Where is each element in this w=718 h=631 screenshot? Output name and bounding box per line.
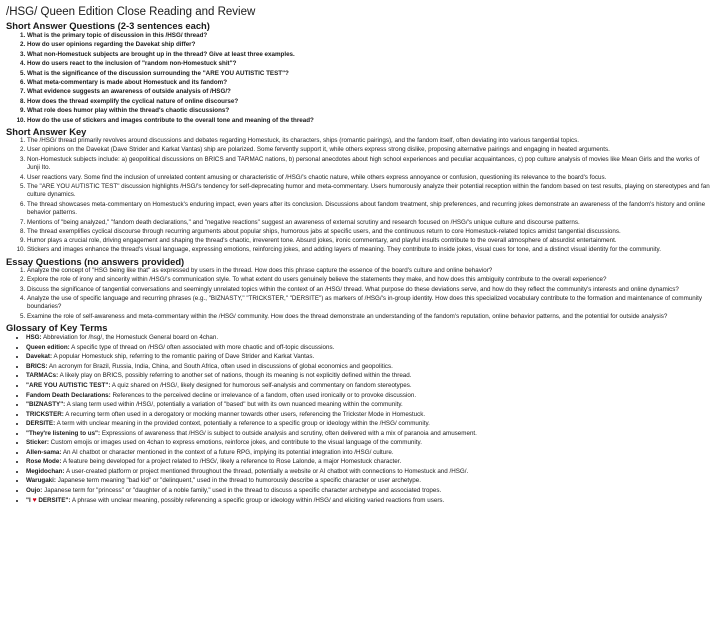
essay-heading: Essay Questions (no answers provided) bbox=[6, 255, 185, 267]
glossary-definition: An acronym for Brazil, Russia, India, China, and South Africa, often used in discussions of global economics and geopolitics. bbox=[47, 362, 393, 370]
glossary-item bbox=[26, 352, 710, 362]
glossary-term: HSG: bbox=[26, 334, 42, 342]
glossary-item bbox=[26, 343, 710, 353]
answer-item: 8. The thread exemplifies cyclical discourse through recurring arguments about popular ships, humorous jabs at specific users, and the continuous return to core Homestuck-related topics amidst tangential discussions. bbox=[27, 228, 710, 237]
glossary-item bbox=[26, 419, 710, 429]
glossary-item bbox=[26, 410, 710, 420]
answer-item: 4. User reactions vary. Some find the inclusion of unrelated content amusing or characteristic of /HSG/'s chaotic nature, while others express annoyance or confusion, questioning its relevance to the board's focus. bbox=[27, 174, 710, 183]
essay-item: 2. Explore the role of irony and sincerity within /HSG/'s communication style. To what extent do users genuinely believe the statements they make, and how does this ambiguity contribute to the overall experience? bbox=[27, 276, 710, 285]
glossary-term: "ARE YOU AUTISTIC TEST": bbox=[26, 382, 111, 390]
answer-item: 9. Humor plays a crucial role, driving engagement and shaping the thread's chaotic, irreverent tone. Absurd jokes, ironic commentary, and playful insults contribute to the overall atmosphere of absurdist entertainment. bbox=[27, 237, 710, 246]
glossary-item bbox=[26, 362, 710, 372]
glossary-definition: A popular Homestuck ship, referring to the romantic pairing of Dave Strider and Karkat Vantas. bbox=[52, 353, 315, 361]
short-questions-list bbox=[6, 31, 710, 125]
glossary-definition: A feature being developed for a project related to /HSG/, likely a reference to Rose Lalonde, a major Homestuck character. bbox=[61, 458, 402, 466]
document-title: /HSG/ Queen Edition Close Reading and Review bbox=[6, 6, 256, 18]
question-item: 6. What meta-commentary is made about Homestuck and its fandom? bbox=[27, 78, 710, 87]
glossary-item bbox=[26, 496, 710, 506]
glossary-item bbox=[26, 476, 710, 486]
glossary-term: Warugaki: bbox=[26, 477, 56, 485]
glossary-item bbox=[26, 429, 710, 439]
question-item: 9. What role does humor play within the thread's chaotic discussions? bbox=[27, 106, 710, 115]
question-item: 1. What is the primary topic of discussion in this /HSG/ thread? bbox=[27, 31, 710, 40]
glossary-term: Fandom Death Declarations: bbox=[26, 391, 111, 399]
glossary-definition: Japanese term meaning "bad kid" or "delinquent," used in the thread to humorously describe a specific character or user archetype. bbox=[55, 477, 421, 485]
glossary-item bbox=[26, 438, 710, 448]
glossary-term: TARMACs: bbox=[26, 372, 59, 380]
glossary-definition: A term with unclear meaning in the provided context, potentially a reference to a specific group or ideology within the /HSG/ community. bbox=[55, 420, 430, 428]
glossary-term: Queen edition: bbox=[26, 343, 70, 351]
answer-item: 5. The "ARE YOU AUTISTIC TEST" discussion highlights /HSG/'s tendency for self-deprecating humor and meta-commentary. Users humorously analyze their potential reception within the fandom based on test results, playing on stereotypes and fan culture dynamics. bbox=[27, 183, 710, 200]
essay-item: 3. Discuss the significance of tangential conversations and seemingly unrelated topics within the context of an /HSG/ thread. What purpose do these deviations serve, and how do they reflect the community's interests and online dynamics? bbox=[27, 286, 710, 295]
answer-item: 1. The /HSG/ thread primarily revolves around discussions and debates regarding Homestuck, its characters, ships (romantic pairings), and the fandom itself, often deviating into various tangential topics. bbox=[27, 137, 710, 146]
glossary-term-prefix: "I bbox=[26, 496, 33, 504]
glossary-definition: A specific type of thread on /HSG/ often associated with more chaotic and off-topic discussions. bbox=[69, 343, 335, 351]
glossary-definition: A likely play on BRICS, possibly referring to another set of nations, though its meaning is not explicitly defined within the thread. bbox=[58, 372, 412, 380]
answer-key-list bbox=[6, 137, 710, 255]
glossary-term: "BIZNASTY": bbox=[26, 401, 66, 409]
question-item: 3. What non-Homestuck subjects are brought up in the thread? Give at least three examples. bbox=[27, 50, 710, 59]
glossary-item bbox=[26, 457, 710, 467]
glossary-item bbox=[26, 391, 710, 401]
glossary-definition: Custom emojis or images used on 4chan to express emotions, reinforce jokes, and contribute to the visual language of the community. bbox=[48, 439, 422, 447]
glossary-item bbox=[26, 333, 710, 343]
glossary-heading: Glossary of Key Terms bbox=[6, 322, 108, 334]
glossary-item bbox=[26, 486, 710, 496]
question-item: 8. How does the thread exemplify the cyclical nature of online discourse? bbox=[27, 97, 710, 106]
short-questions-heading: Short Answer Questions (2-3 sentences each) bbox=[6, 20, 210, 31]
glossary-term-suffix: DERSITE": bbox=[36, 496, 71, 504]
glossary-term: Davekat: bbox=[26, 353, 53, 361]
glossary-definition: A quiz shared on /HSG/, likely designed for humorous self-analysis and commentary on fandom stereotypes. bbox=[110, 382, 412, 390]
glossary-term: Oujo: bbox=[26, 487, 43, 495]
glossary-term: DERSITE: bbox=[26, 420, 56, 428]
glossary-term: BRICS: bbox=[26, 362, 48, 370]
glossary-item bbox=[26, 381, 710, 391]
glossary-term: Allen-sama: bbox=[26, 448, 62, 456]
glossary-definition: Japanese term for "princess" or "daughter of a noble family," used in the thread to discuss a specific character archetype and associated tropes. bbox=[42, 487, 442, 495]
glossary-definition: Abbreviation for /hsg/, the Homestuck General board on 4chan. bbox=[41, 334, 219, 342]
glossary-definition: A recurring term often used in a derogatory or mocking manner towards other users, referencing the Trickster Mode in Homestuck. bbox=[63, 410, 426, 418]
essay-item: 5. Examine the role of self-awareness and meta-commentary within the /HSG/ community. How does the thread demonstrate an understanding of the fandom's reputation, online behavior patterns, and the potential for outside analysis? bbox=[27, 313, 710, 322]
answer-item: 10. Stickers and images enhance the thread's visual language, expressing emotions, reinforcing jokes, and adding layers of meaning. They contribute to inside jokes, visual cues for tone, and a distinct visual identity for the community. bbox=[27, 246, 710, 255]
question-item: 5. What is the significance of the discussion surrounding the "ARE YOU AUTISTIC TEST"? bbox=[27, 69, 710, 78]
answer-item: 6. The thread showcases meta-commentary on Homestuck's enduring impact, even years after its conclusion. Discussions about fandom treatment, ship preferences, and recurring jokes demonstrate an awareness of the fandom's history and online behavior patterns. bbox=[27, 201, 710, 218]
glossary-definition: An AI chatbot or character mentioned in the context of a future RPG, implying its potential integration into /HSG/ culture. bbox=[61, 448, 394, 456]
glossary-item bbox=[26, 448, 710, 458]
glossary-definition: Expressions of awareness that /HSG/ is subject to outside analysis and scrutiny, often delivered with a mix of paranoia and amusement. bbox=[100, 429, 477, 437]
glossary-term: "They're listening to us": bbox=[26, 429, 101, 437]
answer-item: 3. Non-Homestuck subjects include: a) geopolitical discussions on BRICS and TARMAC nations, b) personal anecdotes about high school experiences and peculiar acquaintances, c) pop culture analysis of movies like Mean Girls and the works of Junji Ito. bbox=[27, 156, 710, 173]
heart-icon: ♥ bbox=[32, 496, 37, 504]
glossary-term: TRICKSTER: bbox=[26, 410, 64, 418]
essay-item: 4. Analyze the use of specific language and recurring phrases (e.g., "BIZNASTY," "TRICKSTER," "DERSITE") as markers of /HSG/'s in-group identity. How does this specialized vocabulary contribute to the formation and maintenance of community boundaries? bbox=[27, 295, 710, 312]
glossary-item bbox=[26, 467, 710, 477]
question-item: 7. What evidence suggests an awareness of outside analysis of /HSG/? bbox=[27, 87, 710, 96]
glossary-term: Megidochan: bbox=[26, 467, 65, 475]
glossary-term: Sticker: bbox=[26, 439, 49, 447]
glossary-item bbox=[26, 371, 710, 381]
question-item: 4. How do users react to the inclusion of "random non-Homestuck shit"? bbox=[27, 59, 710, 68]
glossary-item bbox=[26, 400, 710, 410]
glossary-definition: A phrase with unclear meaning, possibly referencing a specific group or ideology within /HSG/ and eliciting varied reactions from users. bbox=[70, 496, 445, 504]
glossary-definition: A user-created platform or project mentioned throughout the thread, potentially a website or AI chatbot with connections to Homestuck and /HSG/. bbox=[64, 467, 469, 475]
question-item: 10. How do the use of stickers and images contribute to the overall tone and meaning of the thread? bbox=[27, 116, 710, 125]
glossary-definition: References to the perceived decline or irrelevance of a fandom, often used ironically or to provoke discussion. bbox=[110, 391, 417, 399]
glossary-definition: A slang term used within /HSG/, potentially a variation of "based" but with its own nuanced meaning within the community. bbox=[65, 401, 403, 409]
essay-item: 1. Analyze the concept of "HSG being like that" as expressed by users in the thread. How does this phrase capture the essence of the board's culture and online behavior? bbox=[27, 267, 710, 276]
glossary-term: Rose Mode: bbox=[26, 458, 62, 466]
answer-item: 2. User opinions on the Davekat (Dave Strider and Karkat Vantas) ship are polarized. Some fervently support it, while others express strong dislike, proposing alternative pairings and engaging in heated arguments. bbox=[27, 146, 710, 155]
glossary-list bbox=[6, 333, 710, 505]
answer-item: 7. Mentions of "being analyzed," "fandom death declarations," and "negative reactions" suggest an awareness of external scrutiny and research focused on /HSG/'s unique culture and discourse patterns. bbox=[27, 219, 710, 228]
question-item: 2. How do user opinions regarding the Davekat ship differ? bbox=[27, 40, 710, 49]
short-key-heading: Short Answer Key bbox=[6, 126, 87, 138]
essay-list bbox=[6, 267, 710, 321]
